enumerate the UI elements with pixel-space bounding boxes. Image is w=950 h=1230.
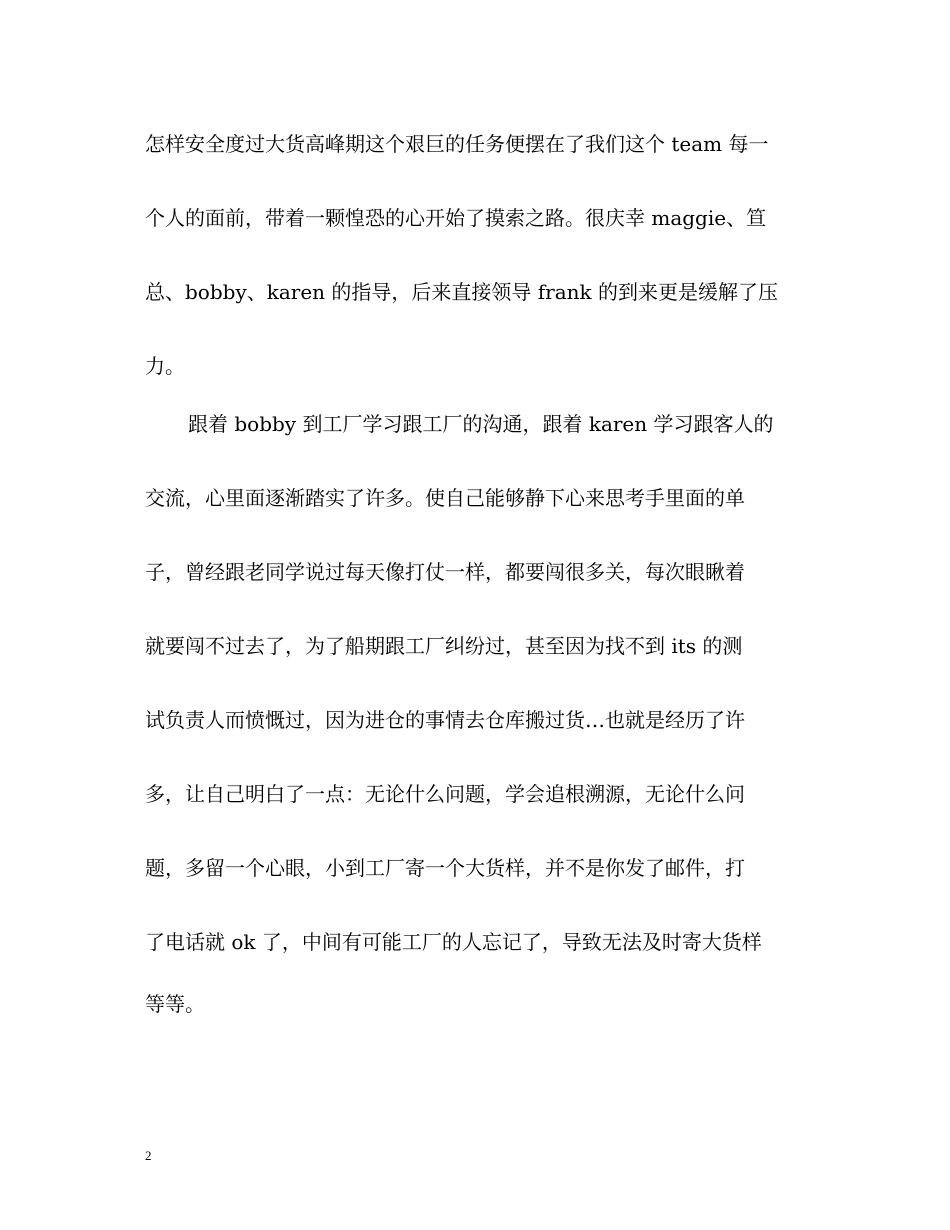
paragraph-line: 力。 (145, 354, 185, 378)
page-number: 2 (145, 1148, 152, 1163)
paragraph-line: 等等。 (145, 992, 205, 1016)
paragraph-line: 跟着 bobby 到工厂学习跟工厂的沟通，跟着 karen 学习跟客人的 (188, 412, 774, 436)
paragraph-line: 就要闯不过去了，为了船期跟工厂纠纷过，甚至因为找不到 its 的测 (145, 634, 743, 658)
paragraph-line: 子，曾经跟老同学说过每天像打仗一样，都要闯很多关，每次眼瞅着 (145, 560, 745, 584)
paragraph-line: 多，让自己明白了一点：无论什么问题，学会追根溯源，无论什么问 (145, 782, 745, 806)
paragraph-line: 个人的面前，带着一颗惶恐的心开始了摸索之路。很庆幸 maggie、笪 (145, 206, 767, 230)
paragraph-line: 试负责人而愤慨过，因为进仓的事情去仓库搬过货…也就是经历了许 (145, 708, 745, 732)
paragraph-line: 总、bobby、karen 的指导，后来直接领导 frank 的到来更是缓解了压 (145, 280, 779, 304)
paragraph-line: 交流，心里面逐渐踏实了许多。使自己能够静下心来思考手里面的单 (145, 486, 745, 510)
paragraph-line: 了电话就 ok 了，中间有可能工厂的人忘记了，导致无法及时寄大货样 (145, 930, 762, 954)
paragraph-line: 题，多留一个心眼，小到工厂寄一个大货样，并不是你发了邮件，打 (145, 856, 745, 880)
paragraph-line: 怎样安全度过大货高峰期这个艰巨的任务便摆在了我们这个 team 每一 (145, 132, 769, 156)
